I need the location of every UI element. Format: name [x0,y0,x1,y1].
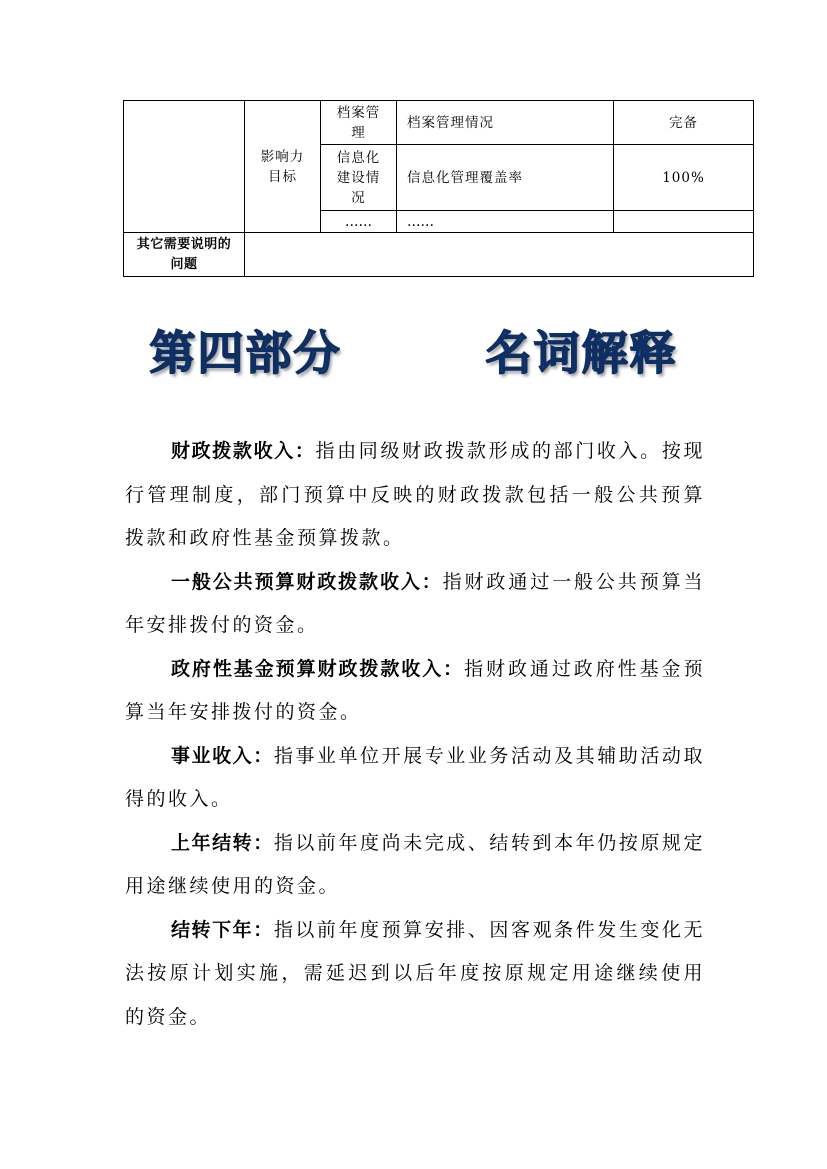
indicator-level3-cell: 信息化管理覆盖率 [397,145,614,211]
definition-text: 指以前年度尚未完成、结转到本年仍按原规定用途继续使用的资金。 [125,831,705,897]
indicator-level1-cell: 影响力目标 [245,101,321,233]
indicator-value-cell: 100% [614,145,754,211]
definition-term: 财政拨款收入： [171,440,316,462]
indicator-level2-cell: …… [321,211,397,233]
definition-term: 事业收入： [171,744,274,767]
definition-text: 指财政通过一般公共预算当年安排拨付的资金。 [125,570,705,636]
definition-item [125,561,705,648]
section-heading [0,318,827,388]
definition-term: 一般公共预算财政拨款收入： [171,570,443,593]
definition-term: 结转下年： [171,918,274,941]
performance-target-table [123,100,754,277]
definition-text: 指以前年度预算安排、因客观条件发生变化无法按原计划实施，需延迟到以后年度按原规定用途继续使用的资金。 [125,918,705,1028]
indicator-level3-cell: 档案管理情况 [397,101,614,145]
indicator-level2-cell: 档案管理 [321,101,397,145]
definition-text: 指事业单位开展专业业务活动及其辅助活动取得的收入。 [125,744,705,810]
table-row [124,233,754,277]
table-row [124,101,754,145]
definition-item [125,648,705,735]
definition-item [125,430,705,561]
other-issues-value [245,233,754,277]
definition-item [125,822,705,909]
definitions-list [125,430,705,1039]
definition-term: 政府性基金预算财政拨款收入： [171,657,465,680]
definition-text: 指财政通过政府性基金预算当年安排拨付的资金。 [125,657,705,723]
section-title: 名词解释 [485,326,678,380]
other-issues-label: 其它需要说明的问题 [124,233,245,277]
definition-item [125,909,705,1040]
indicator-value-cell: 完备 [614,101,754,145]
indicator-level3-cell: …… [397,211,614,233]
definition-item [125,735,705,822]
definition-term: 上年结转： [171,831,274,854]
indicator-value-cell [614,211,754,233]
table-cell-empty [124,101,245,233]
definition-text: 指由同级财政拨款形成的部门收入。按现行管理制度，部门预算中反映的财政拨款包括一般公共预算拨款和政府性基金预算拨款。 [125,440,705,549]
section-part: 第四部分 [149,326,342,380]
indicator-level2-cell: 信息化建设情况 [321,145,397,211]
